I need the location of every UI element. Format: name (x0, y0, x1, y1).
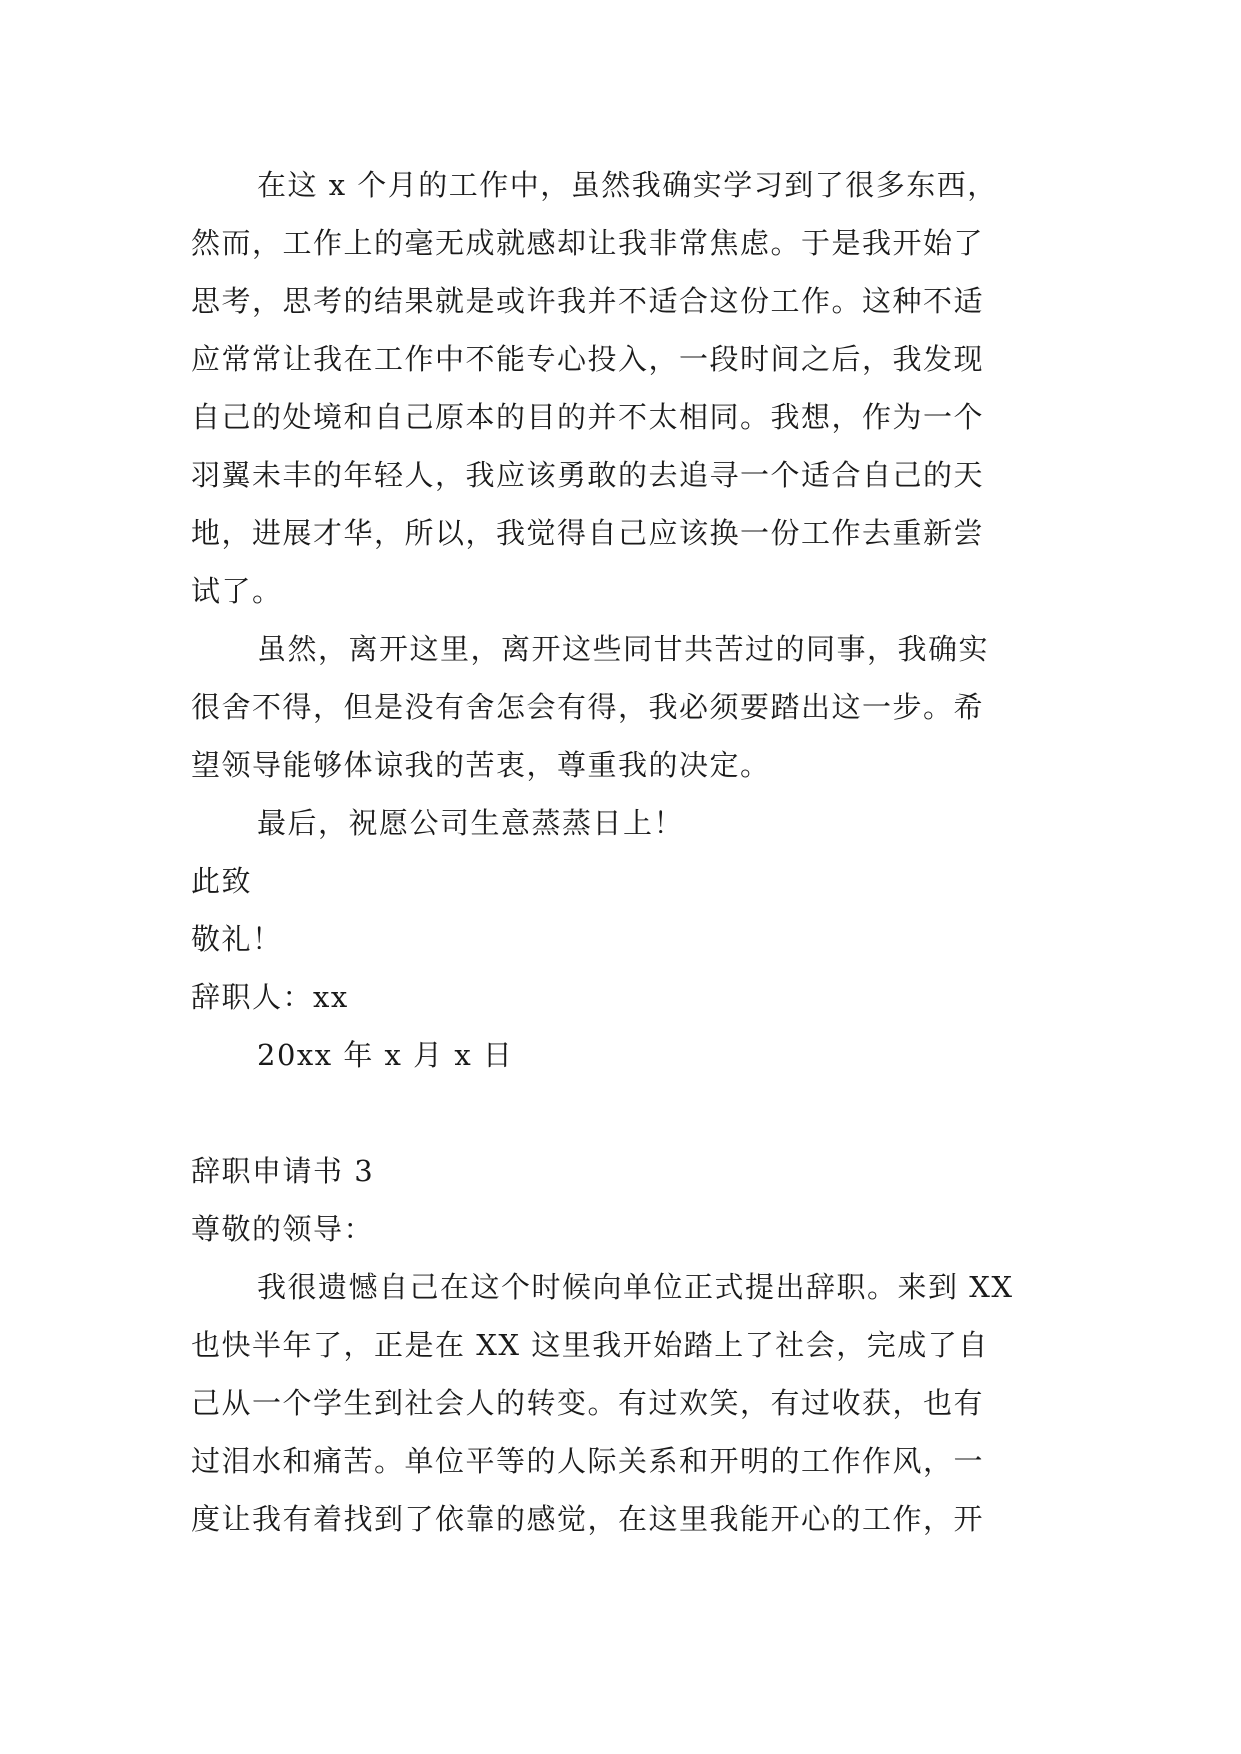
paragraph-line: 试了。 (191, 574, 283, 608)
closing-wish: 最后，祝愿公司生意蒸蒸日上！ (257, 806, 685, 840)
paragraph-line: 地，进展才华，所以，我觉得自己应该换一份工作去重新尝 (191, 516, 985, 550)
salutation-line-1: 此致 (191, 864, 253, 898)
paragraph-line: 过泪水和痛苦。单位平等的人际关系和开明的工作作风，一 (191, 1444, 985, 1478)
greeting-line: 尊敬的领导： (191, 1212, 375, 1246)
paragraph-line: 羽翼未丰的年轻人，我应该勇敢的去追寻一个适合自己的天 (191, 458, 985, 492)
document-page (191, 156, 1061, 1548)
paragraph-line: 在这 x 个月的工作中，虽然我确实学习到了很多东西， (257, 168, 998, 202)
paragraph-line: 虽然，离开这里，离开这些同甘共苦过的同事，我确实 (257, 632, 990, 666)
paragraph-line: 己从一个学生到社会人的转变。有过欢笑，有过收获，也有 (191, 1386, 985, 1420)
signer-line: 辞职人：xx (191, 980, 349, 1014)
paragraph-line: 度让我有着找到了依靠的感觉，在这里我能开心的工作，开 (191, 1502, 985, 1536)
paragraph-line: 望领导能够体谅我的苦衷，尊重我的决定。 (191, 748, 771, 782)
blank-line (191, 1084, 1061, 1142)
paragraph-line: 思考，思考的结果就是或许我并不适合这份工作。这种不适 (191, 284, 985, 318)
paragraph-line: 应常常让我在工作中不能专心投入，一段时间之后，我发现 (191, 342, 985, 376)
paragraph-line: 很舍不得，但是没有舍怎会有得，我必须要踏出这一步。希 (191, 690, 985, 724)
paragraph-line: 自己的处境和自己原本的目的并不太相同。我想，作为一个 (191, 400, 985, 434)
section-title: 辞职申请书 3 (191, 1154, 375, 1188)
date-line: 20xx 年 x 月 x 日 (257, 1038, 514, 1072)
paragraph-line: 我很遗憾自己在这个时候向单位正式提出辞职。来到 XX (257, 1270, 1014, 1304)
paragraph-line: 然而，工作上的毫无成就感却让我非常焦虑。于是我开始了 (191, 226, 985, 260)
salutation-line-2: 敬礼！ (191, 922, 283, 956)
paragraph-line: 也快半年了，正是在 XX 这里我开始踏上了社会，完成了自 (191, 1328, 989, 1362)
